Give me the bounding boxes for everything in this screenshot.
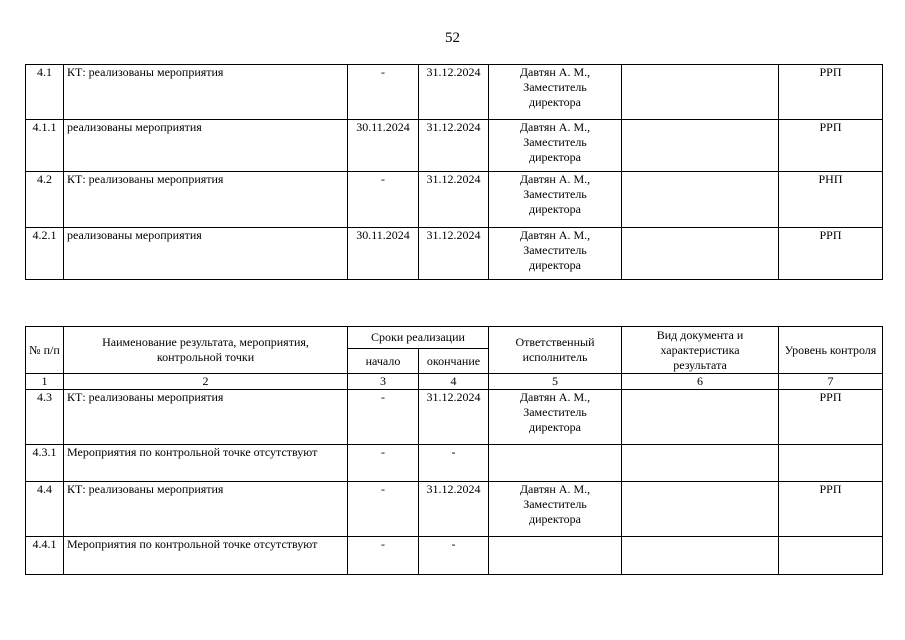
row-name: реализованы мероприятия [64,228,348,280]
table-row [26,228,883,280]
row-end: 31.12.2024 [419,65,489,120]
responsible-line: Давтян А. М., [519,228,591,242]
table-control-points [25,326,883,575]
row-doc [622,172,779,228]
row-start: 30.11.2024 [348,228,419,280]
header-doc: Вид документа и характеристика результата [622,327,779,374]
column-number: 4 [419,374,489,390]
row-start: 30.11.2024 [348,120,419,172]
responsible-line: директора [529,512,581,526]
row-end: 31.12.2024 [419,120,489,172]
row-number: 4.3.1 [26,445,64,482]
responsible-line: Давтян А. М., [519,172,591,186]
row-number: 4.1 [26,65,64,120]
column-number: 3 [348,374,419,390]
row-number: 4.1.1 [26,120,64,172]
row-level: РРП [779,482,883,537]
row-level: РНП [779,172,883,228]
row-number: 4.4 [26,482,64,537]
responsible-line: Давтян А. М., [519,390,591,404]
row-responsible [489,537,622,575]
table-row [26,482,883,537]
responsible-line: Заместитель [523,187,587,201]
row-number: 4.3 [26,390,64,445]
row-number: 4.2 [26,172,64,228]
responsible-line: Давтян А. М., [519,120,591,134]
row-responsible [489,482,622,537]
row-start: - [348,537,419,575]
row-name: Мероприятия по контрольной точке отсутствуют [64,445,348,482]
row-start: - [348,390,419,445]
responsible-line: директора [529,258,581,272]
row-end: - [419,537,489,575]
column-number: 6 [622,374,779,390]
row-start: - [348,172,419,228]
row-doc [622,445,779,482]
row-doc [622,390,779,445]
row-name: реализованы мероприятия [64,120,348,172]
responsible-line: Заместитель [523,243,587,257]
row-start: - [348,482,419,537]
row-doc [622,537,779,575]
header-end: окончание [419,349,489,374]
table-row [26,65,883,120]
row-name: КТ: реализованы мероприятия [64,65,348,120]
row-responsible [489,390,622,445]
responsible-line: Заместитель [523,135,587,149]
row-end: 31.12.2024 [419,482,489,537]
responsible-line: Заместитель [523,405,587,419]
row-doc [622,120,779,172]
row-end: 31.12.2024 [419,390,489,445]
responsible-line: директора [529,150,581,164]
responsible-line: директора [529,202,581,216]
responsible-line: Давтян А. М., [519,65,591,79]
row-number: 4.4.1 [26,537,64,575]
row-responsible [489,445,622,482]
page-number: 52 [445,30,460,46]
row-number: 4.2.1 [26,228,64,280]
row-end: 31.12.2024 [419,172,489,228]
row-responsible [489,228,622,280]
table-row [26,537,883,575]
row-level: РРП [779,390,883,445]
row-name: КТ: реализованы мероприятия [64,390,348,445]
responsible-line: Заместитель [523,80,587,94]
table-continuation [25,64,883,280]
row-start: - [348,445,419,482]
header-name: Наименование результата, мероприятия, контрольной точки [64,327,348,374]
row-level: РРП [779,120,883,172]
header-terms: Сроки реализации [348,327,489,349]
header-responsible: Ответственный исполнитель [489,327,622,374]
column-numbers-row [26,374,883,390]
row-level: РРП [779,65,883,120]
header-level: Уровень контроля [779,327,883,374]
row-end: - [419,445,489,482]
row-end: 31.12.2024 [419,228,489,280]
table-row [26,390,883,445]
header-row [26,327,883,349]
header-num: № п/п [26,327,64,374]
table-row [26,445,883,482]
row-name: Мероприятия по контрольной точке отсутствуют [64,537,348,575]
row-level [779,445,883,482]
row-name: КТ: реализованы мероприятия [64,482,348,537]
row-start: - [348,65,419,120]
table-row [26,120,883,172]
row-responsible [489,172,622,228]
header-start: начало [348,349,419,374]
row-doc [622,228,779,280]
row-level: РРП [779,228,883,280]
responsible-line: Давтян А. М., [519,482,591,496]
responsible-line: Заместитель [523,497,587,511]
row-doc [622,482,779,537]
table-row [26,172,883,228]
responsible-line: директора [529,95,581,109]
row-responsible [489,120,622,172]
row-responsible [489,65,622,120]
row-level [779,537,883,575]
column-number: 1 [26,374,64,390]
row-name: КТ: реализованы мероприятия [64,172,348,228]
row-doc [622,65,779,120]
column-number: 5 [489,374,622,390]
column-number: 2 [64,374,348,390]
column-number: 7 [779,374,883,390]
responsible-line: директора [529,420,581,434]
